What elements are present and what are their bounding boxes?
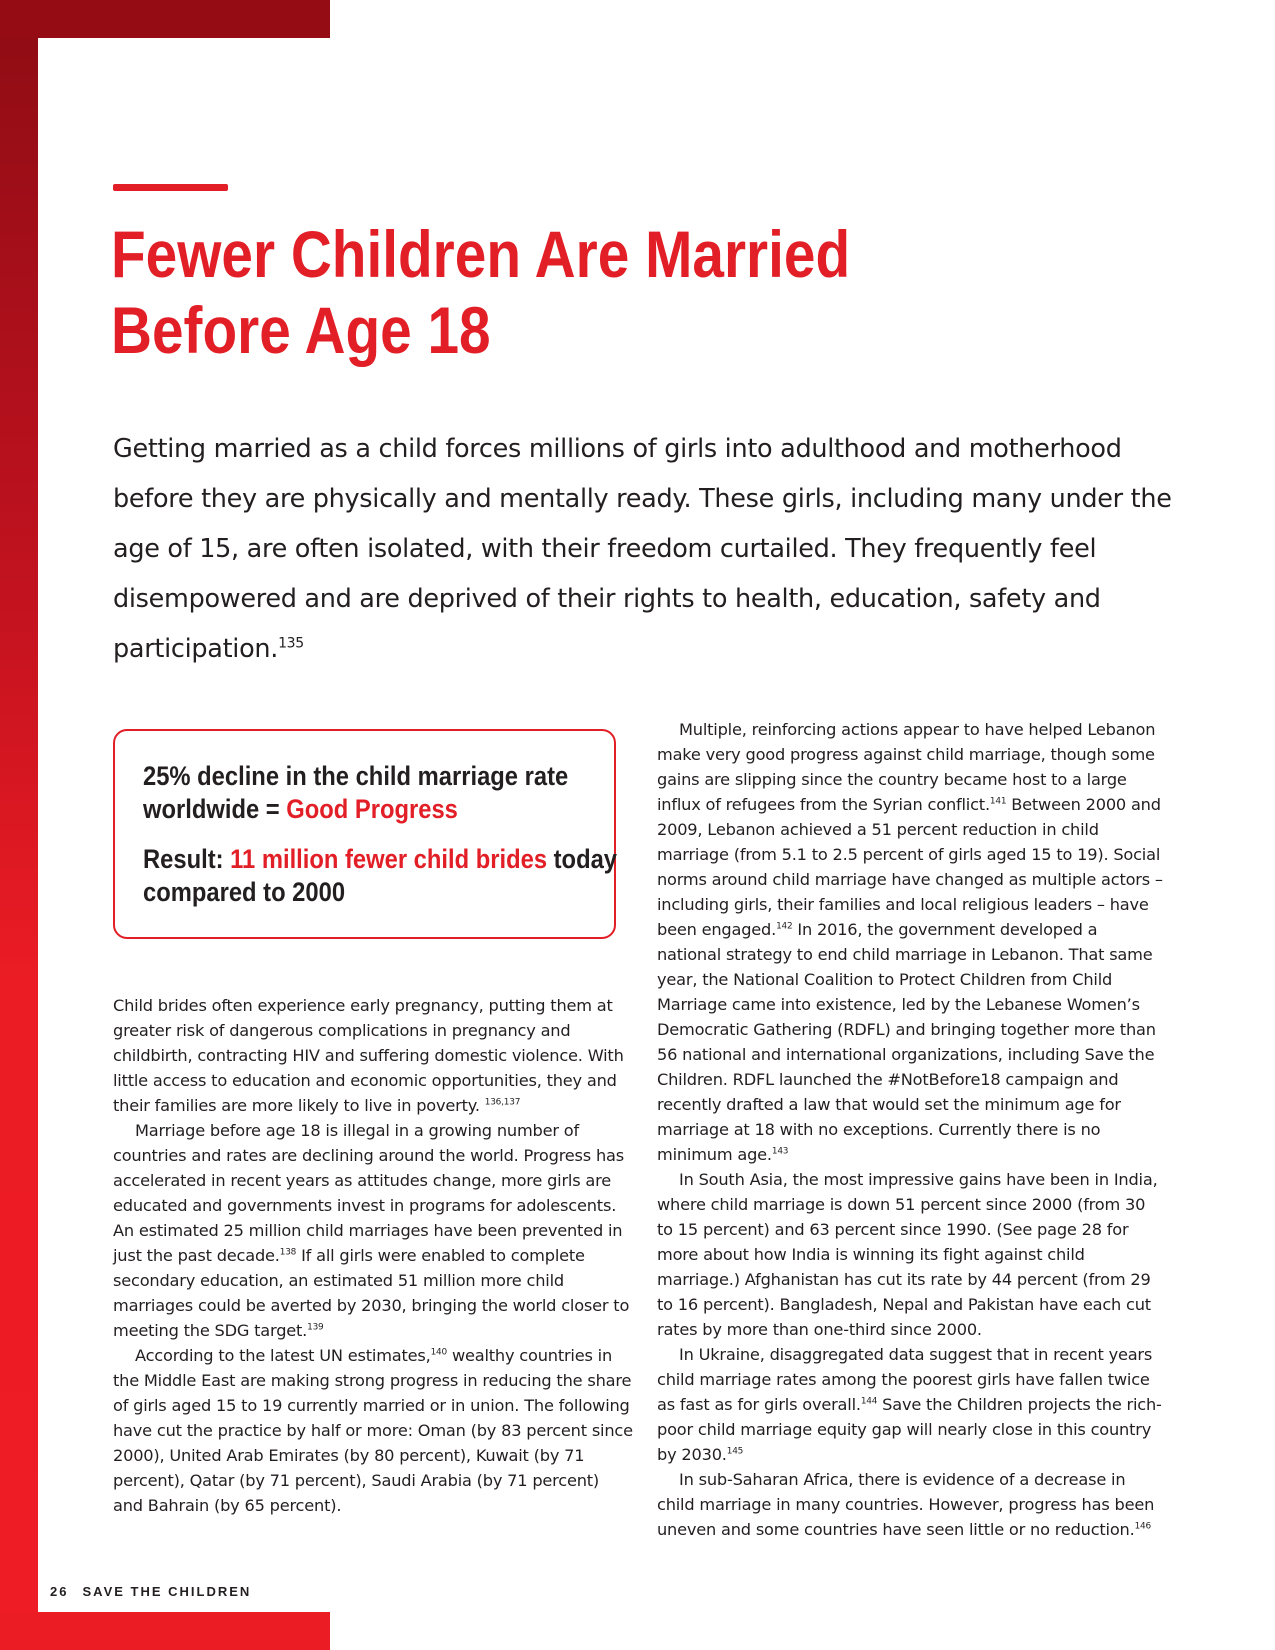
decline-stat bbox=[143, 760, 618, 826]
decline-text: 25% decline in the child marriage rate worldwide = bbox=[143, 761, 569, 824]
footnote-ref: 142 bbox=[776, 921, 793, 932]
paragraph bbox=[657, 1167, 1165, 1342]
intro-text: Getting married as a child forces millions of girls into adulthood and motherhood before they are physically and mentally ready. These girls, including many under the age of 15, are often isolated, with their freedom curtailed. They frequently feel disempowered and are deprived of their rights to health, education, safety and participation. bbox=[113, 434, 1172, 664]
paragraph-text: In sub-Saharan Africa, there is evidence of a decrease in child marriage in many countries. However, progress has been uneven and some countries have seen little or no reduction. bbox=[657, 1470, 1155, 1539]
title-line-2: Before Age 18 bbox=[111, 293, 491, 367]
paragraph-text: In Ukraine, disaggregated data suggest that in recent years child marriage rates among the poorest girls have fallen twice as fast as for girls overall. bbox=[657, 1345, 1153, 1414]
page-title bbox=[111, 216, 885, 368]
right-column bbox=[657, 717, 1165, 1542]
footnote-ref: 144 bbox=[860, 1396, 878, 1407]
result-rest: today compared to 2000 bbox=[143, 844, 618, 907]
footnote-ref: 139 bbox=[307, 1322, 324, 1333]
footnote-ref: 136,137 bbox=[484, 1097, 521, 1108]
paragraph-text: Between 2000 and 2009, Lebanon achieved a 51 percent reduction in child marriage (from 5.1 to 2.5 percent of girls aged 15 to 19). Social norms around child marriage have changed as multiple actors – including girls, their families and local religious leaders – have been engaged. bbox=[657, 795, 1163, 939]
bottom-accent-bar bbox=[0, 1612, 330, 1650]
org-name: SAVE THE CHILDREN bbox=[82, 1584, 252, 1599]
left-column bbox=[113, 993, 633, 1518]
paragraph-text: In South Asia, the most impressive gains have been in India, where child marriage is down 51 percent since 2000 (from 30 to 15 percent) and 63 percent since 1990. (See page 28 for more about how India is winning its fight against child marriage.) Afghanistan has cut its rate by 44 percent (from 29 to 16 percent). Bangladesh, Nepal and Pakistan have each cut rates by more than one-third since 2000. bbox=[657, 1170, 1158, 1339]
result-label: Result: bbox=[143, 844, 231, 874]
paragraph-text: According to the latest UN estimates, bbox=[135, 1346, 431, 1365]
paragraph-text: In 2016, the government developed a national strategy to end child marriage in Lebanon. That same year, the National Coalition to Protect Children from Child Marriage came into existence, led by the Lebanese Women’s Democratic Gathering (RDFL) and bringing together more than 56 national and international organizations, including Save the Children. RDFL launched the #NotBefore18 campaign and recently drafted a law that would set the minimum age for marriage at 18 with no exceptions. Currently there is no minimum age. bbox=[657, 920, 1156, 1164]
paragraph bbox=[657, 717, 1165, 1167]
paragraph bbox=[113, 1118, 633, 1343]
title-line-1: Fewer Children Are Married bbox=[111, 217, 851, 291]
progress-rating: Good Progress bbox=[286, 794, 458, 824]
intro-paragraph bbox=[113, 424, 1173, 674]
footnote-ref: 145 bbox=[726, 1446, 744, 1457]
footnote-ref: 140 bbox=[430, 1347, 447, 1358]
footnote-ref: 146 bbox=[1134, 1521, 1151, 1532]
footnote-ref: 141 bbox=[989, 796, 1007, 807]
paragraph-text: Save the Children projects the rich-poor child marriage equity gap will nearly close in this country by 2030. bbox=[657, 1395, 1162, 1464]
paragraph bbox=[113, 1343, 633, 1518]
page-footer bbox=[50, 1584, 251, 1599]
footnote-ref: 135 bbox=[278, 635, 304, 652]
paragraph bbox=[657, 1467, 1165, 1542]
key-stat-callout bbox=[113, 729, 616, 939]
title-rule bbox=[113, 184, 228, 191]
paragraph-text: Marriage before age 18 is illegal in a growing number of countries and rates are declining around the world. Progress has accelerated in recent years as attitudes change, more girls are educated and governments invest in programs for adolescents. An estimated 25 million child marriages have been prevented in just the past decade. bbox=[113, 1121, 624, 1265]
footnote-ref: 138 bbox=[279, 1247, 297, 1258]
paragraph-text: If all girls were enabled to complete secondary education, an estimated 51 million more child marriages could be averted by 2030, bringing the world closer to meeting the SDG target. bbox=[113, 1246, 630, 1340]
paragraph-text: Child brides often experience early pregnancy, putting them at greater risk of dangerous complications in pregnancy and childbirth, contracting HIV and suffering domestic violence. With little access to education and economic opportunities, they and their families are more likely to live in poverty. bbox=[113, 996, 624, 1115]
paragraph bbox=[657, 1342, 1165, 1467]
paragraph bbox=[113, 993, 633, 1118]
result-highlight: 11 million fewer child brides bbox=[230, 844, 548, 874]
top-accent-bar bbox=[0, 0, 330, 38]
left-accent-bar bbox=[0, 0, 38, 1650]
footnote-ref: 143 bbox=[771, 1146, 789, 1157]
paragraph-text: Multiple, reinforcing actions appear to have helped Lebanon make very good progress against child marriage, though some gains are slipping since the country became host to a large influx of refugees from the Syrian conflict. bbox=[657, 720, 1156, 814]
page-number: 26 bbox=[50, 1584, 69, 1599]
paragraph-text: wealthy countries in the Middle East are making strong progress in reducing the share of girls aged 15 to 19 currently married or in union. The following have cut the practice by half or more: Oman (by 83 percent since 2000), United Arab Emirates (by 80 percent), Kuwait (by 71 percent), Qatar (by 71 percent), Saudi Arabia (by 71 percent) and Bahrain (by 65 percent). bbox=[113, 1346, 633, 1515]
result-stat bbox=[143, 843, 618, 909]
